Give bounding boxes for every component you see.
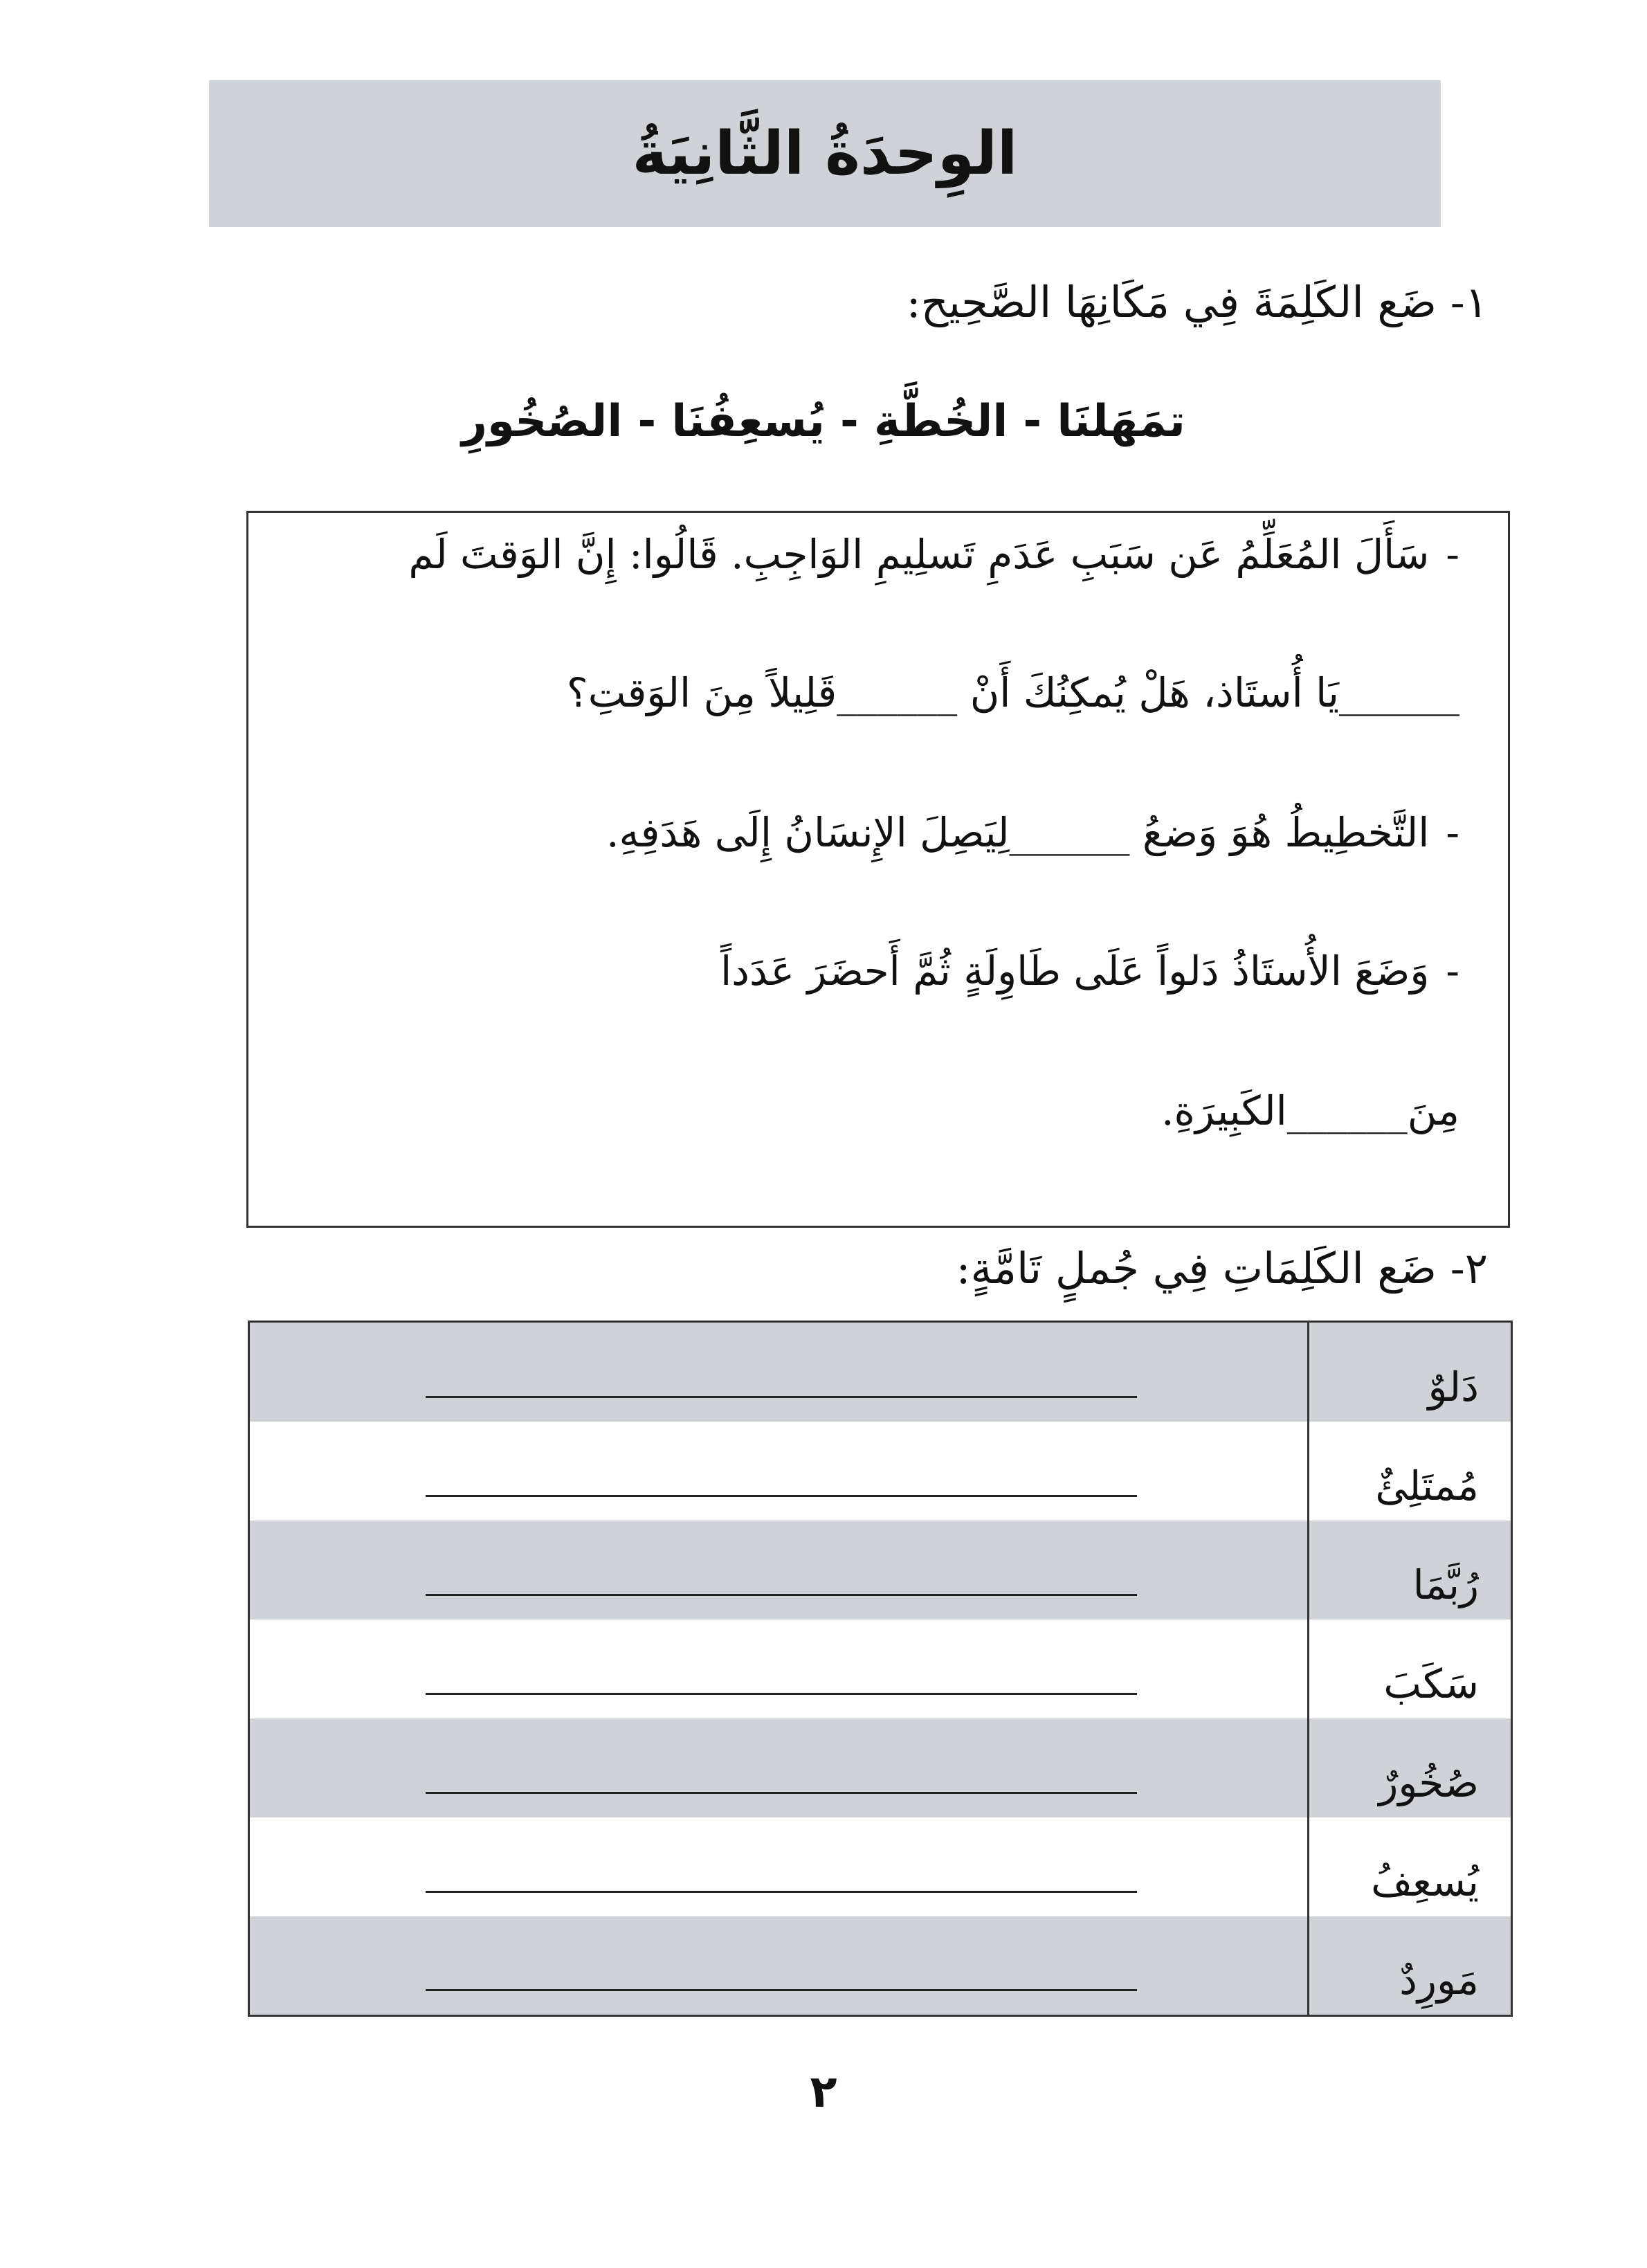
- fill-in-box: [246, 511, 1510, 1228]
- table-row: [250, 1817, 1511, 1916]
- answer-line[interactable]: [426, 1891, 1137, 1893]
- bullet-dash: -: [1446, 531, 1459, 578]
- vocab-word: دَلوٌ: [1428, 1363, 1479, 1410]
- answer-line[interactable]: [426, 1693, 1137, 1695]
- exercise1-instruction: ١- ضَع الكَلِمَةَ فِي مَكَانِهَا الصَّحِيح:: [906, 277, 1488, 327]
- table-row: [250, 1422, 1511, 1521]
- table-row: [250, 1916, 1511, 2015]
- vocab-word: مَورِدٌ: [1399, 1957, 1479, 2004]
- sentence-1-line-2: ______يَا أُستَاذ، هَلْ يُمكِنُكَ أَنْ ______قَلِيلاً مِنَ الوَقتِ؟: [566, 669, 1459, 716]
- table-row: [250, 1620, 1511, 1718]
- sentence-1-line-1: -سَأَلَ المُعَلِّمُ عَن سَبَبِ عَدَمِ تَسلِيمِ الوَاجِبِ. قَالُوا: إِنَّ الوَقتَ لَم: [408, 531, 1459, 578]
- answer-line[interactable]: [426, 1792, 1137, 1794]
- table-row: [250, 1323, 1511, 1422]
- bullet-dash: -: [1446, 947, 1459, 995]
- table-row: [250, 1521, 1511, 1620]
- answer-line[interactable]: [426, 1396, 1137, 1398]
- vocab-word: سَكَبَ: [1383, 1660, 1479, 1707]
- sentence-3-line-2: مِنَ______الكَبِيرَةِ.: [1161, 1087, 1459, 1134]
- vocab-word: يُسعِفُ: [1371, 1858, 1479, 1905]
- sentence-table: [248, 1321, 1513, 2017]
- sentence-2: -التَّخطِيطُ هُوَ وَضعُ ______لِيَصِلَ الإِنسَانُ إِلَى هَدَفِهِ.: [606, 809, 1459, 856]
- unit-title: الوِحدَةُ الثَّانِيَةُ: [632, 119, 1018, 188]
- table-row: [250, 1718, 1511, 1817]
- answer-line[interactable]: [426, 1989, 1137, 1991]
- column-divider: [1307, 1323, 1309, 2015]
- word-bank: تمَهَلنَا - الخُطَّةِ - يُسعِفُنَا - الصُخُورِ: [462, 396, 1185, 447]
- sentence-3-line-1: -وَضَعَ الأُستَاذُ دَلواً عَلَى طَاوِلَةٍ ثُمَّ أَحضَرَ عَدَداً: [720, 947, 1459, 995]
- answer-line[interactable]: [426, 1495, 1137, 1497]
- page-number: ٢: [810, 2067, 837, 2118]
- answer-line[interactable]: [426, 1594, 1137, 1596]
- unit-title-banner: [209, 80, 1441, 227]
- bullet-dash: -: [1446, 809, 1459, 856]
- vocab-word: مُمتَلِئٌ: [1375, 1462, 1479, 1509]
- vocab-word: صُخُورٌ: [1378, 1759, 1479, 1806]
- vocab-word: رُبَّمَا: [1412, 1561, 1479, 1608]
- exercise2-instruction: ٢- ضَع الكَلِمَاتِ فِي جُملٍ تَامَّةٍ:: [956, 1243, 1488, 1294]
